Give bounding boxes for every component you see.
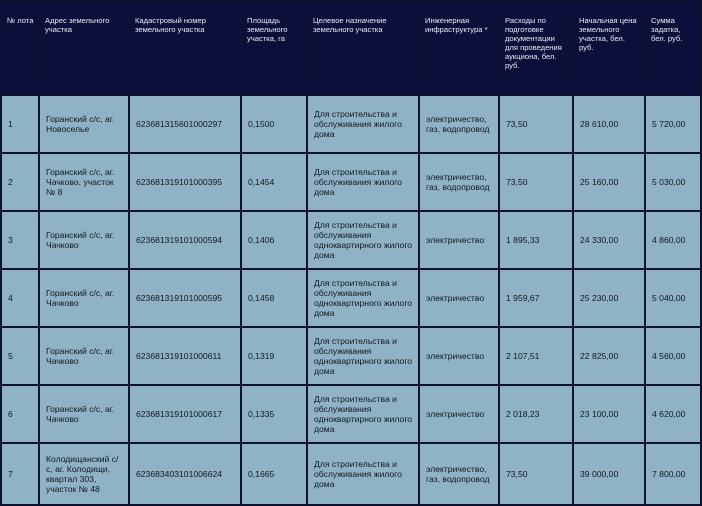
header-area: Площадь земельного участка, га (242, 2, 306, 94)
cell-start-price: 23 100,00 (574, 386, 644, 442)
cell-expenses: 1 895,33 (500, 212, 572, 268)
cell-deposit: 4 860,00 (646, 212, 700, 268)
cell-expenses: 73,50 (500, 444, 572, 504)
cell-purpose: Для строительства и обслуживания жилого дома (308, 96, 418, 152)
cell-lot-number: 4 (2, 270, 38, 326)
header-lot-number: № лота (2, 2, 38, 94)
table-row (2, 444, 700, 504)
header-row (2, 2, 700, 94)
header-purpose: Целевое назначение земельного участка (308, 2, 418, 94)
cell-cadastral-number: 623681319101000594 (130, 212, 240, 268)
cell-deposit: 5 040,00 (646, 270, 700, 326)
cell-cadastral-number: 623681315601000297 (130, 96, 240, 152)
cell-purpose: Для строительства и обслуживания одноквартирного жилого дома (308, 328, 418, 384)
cell-infrastructure: электричество (420, 328, 498, 384)
table-row (2, 386, 700, 442)
table-row (2, 96, 700, 152)
cell-area: 0,1319 (242, 328, 306, 384)
header-expenses: Расходы по подготовке документации для проведения аукциона, бел. руб. (500, 2, 572, 94)
cell-deposit: 5 720,00 (646, 96, 700, 152)
table-row (2, 328, 700, 384)
cell-start-price: 22 825,00 (574, 328, 644, 384)
cell-expenses: 73,50 (500, 154, 572, 210)
table-row (2, 270, 700, 326)
cell-area: 0,1335 (242, 386, 306, 442)
cell-cadastral-number: 623683403101006624 (130, 444, 240, 504)
cell-infrastructure: электричество, газ, водопровод (420, 96, 498, 152)
cell-address: Горанский с/с, аг. Чачково (40, 328, 128, 384)
cell-purpose: Для строительства и обслуживания жилого дома (308, 444, 418, 504)
cell-expenses: 2 107,51 (500, 328, 572, 384)
cell-purpose: Для строительства и обслуживания жилого дома (308, 154, 418, 210)
cell-area: 0,1500 (242, 96, 306, 152)
cell-deposit: 4 560,00 (646, 328, 700, 384)
cell-start-price: 28 610,00 (574, 96, 644, 152)
table-row (2, 212, 700, 268)
cell-start-price: 25 160,00 (574, 154, 644, 210)
cell-expenses: 1 959,67 (500, 270, 572, 326)
cell-lot-number: 2 (2, 154, 38, 210)
cell-address: Горанский с/с, аг. Чачково (40, 386, 128, 442)
cell-infrastructure: электричество, газ, водопровод (420, 154, 498, 210)
header-deposit: Сумма задатка, бел. руб. (646, 2, 700, 94)
cell-lot-number: 1 (2, 96, 38, 152)
header-address: Адрес земельного участка (40, 2, 128, 94)
cell-address: Горанский с/с, аг. Новоселье (40, 96, 128, 152)
table-row (2, 154, 700, 210)
cell-purpose: Для строительства и обслуживания одноквартирного жилого дома (308, 386, 418, 442)
header-infrastructure: Инженерная инфраструктура * (420, 2, 498, 94)
cell-infrastructure: электричество (420, 212, 498, 268)
cell-cadastral-number: 623681319101000611 (130, 328, 240, 384)
header-start-price: Начальная цена земельного участка, бел. руб. (574, 2, 644, 94)
cell-lot-number: 5 (2, 328, 38, 384)
cell-area: 0,1406 (242, 212, 306, 268)
cell-deposit: 5 030,00 (646, 154, 700, 210)
cell-address: Горанский с/с, аг. Чачково (40, 270, 128, 326)
cell-purpose: Для строительства и обслуживания одноквартирного жилого дома (308, 270, 418, 326)
cell-address: Горанский с/с, аг. Чачково, участок № 8 (40, 154, 128, 210)
cell-deposit: 4 620,00 (646, 386, 700, 442)
cell-cadastral-number: 623681319101000595 (130, 270, 240, 326)
cell-expenses: 73,50 (500, 96, 572, 152)
cell-infrastructure: электричество, газ, водопровод (420, 444, 498, 504)
cell-deposit: 7 800,00 (646, 444, 700, 504)
cell-start-price: 39 000,00 (574, 444, 644, 504)
cell-cadastral-number: 623681319101000617 (130, 386, 240, 442)
cell-lot-number: 7 (2, 444, 38, 504)
cell-purpose: Для строительства и обслуживания одноквартирного жилого дома (308, 212, 418, 268)
cell-address: Горанский с/с, аг. Чачково (40, 212, 128, 268)
cell-address: Колодищанский с/с, аг. Колодищи, квартал 303, участок № 48 (40, 444, 128, 504)
header-cadastral-number: Кадастровый номер земельного участка (130, 2, 240, 94)
cell-infrastructure: электричество (420, 386, 498, 442)
cell-cadastral-number: 623681319101000395 (130, 154, 240, 210)
cell-area: 0,1665 (242, 444, 306, 504)
cell-start-price: 25 230,00 (574, 270, 644, 326)
cell-area: 0,1454 (242, 154, 306, 210)
cell-area: 0,1458 (242, 270, 306, 326)
cell-infrastructure: электричество (420, 270, 498, 326)
cell-start-price: 24 330,00 (574, 212, 644, 268)
cell-expenses: 2 018,23 (500, 386, 572, 442)
cell-lot-number: 6 (2, 386, 38, 442)
cell-lot-number: 3 (2, 212, 38, 268)
